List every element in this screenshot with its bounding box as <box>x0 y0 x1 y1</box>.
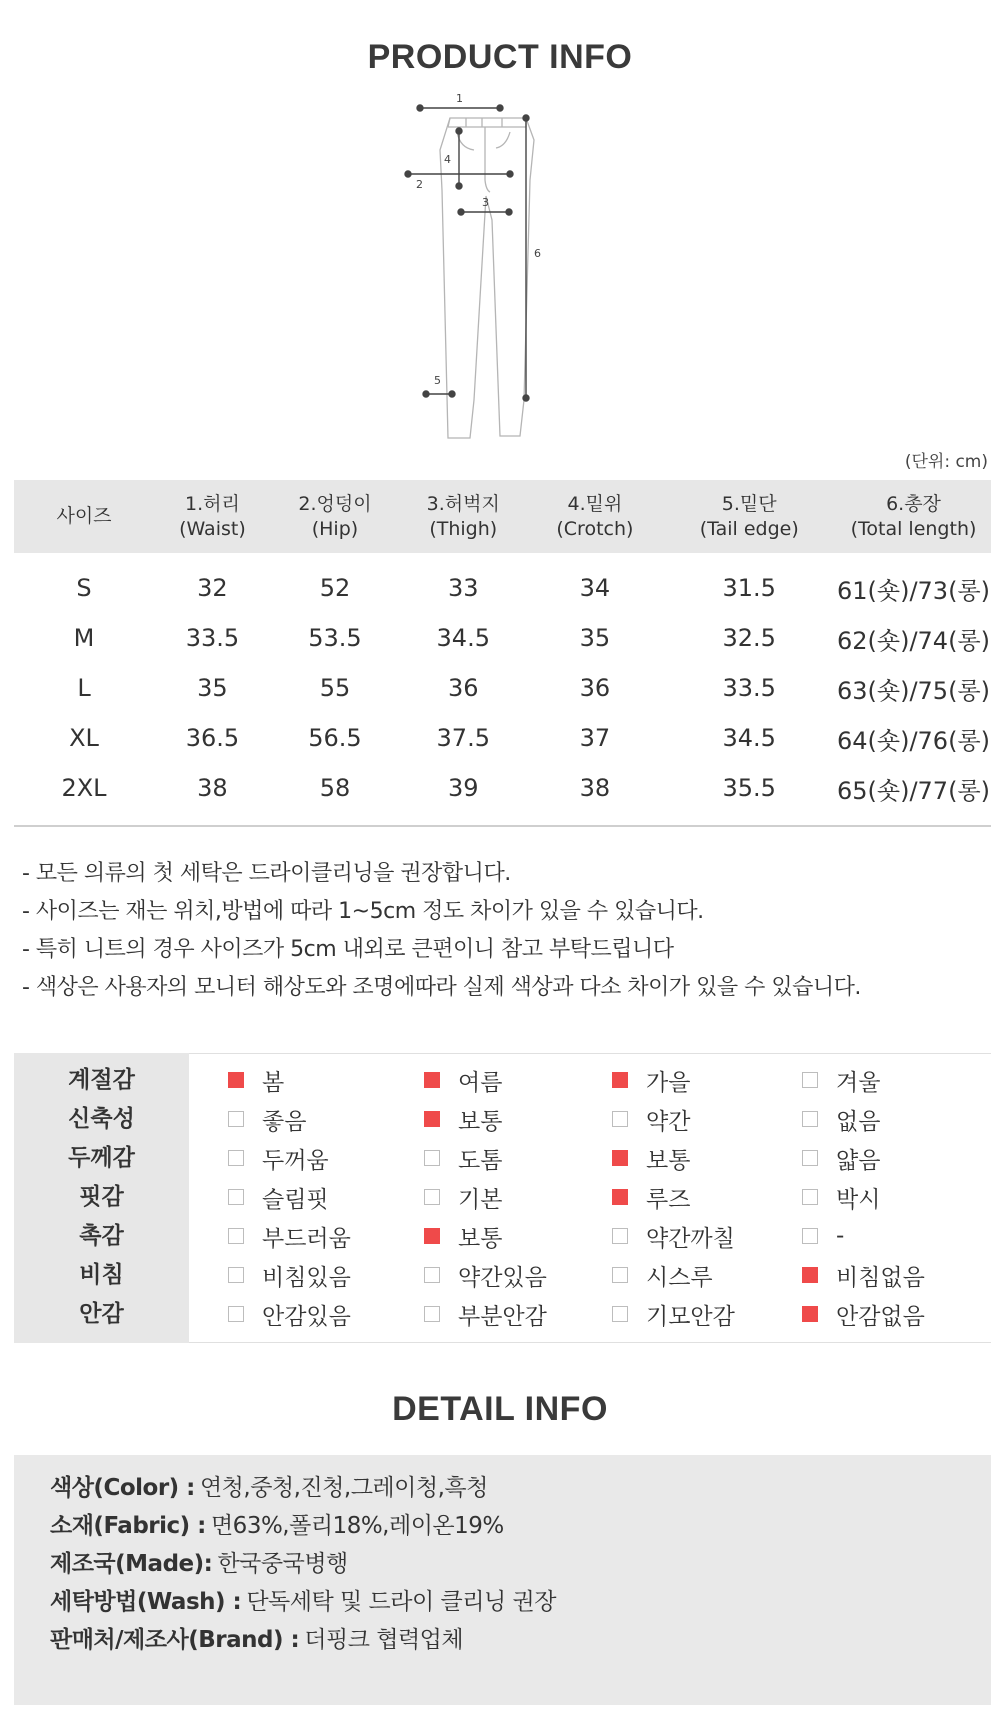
size-value-cell: 35.5 <box>662 763 836 826</box>
attribute-option-label: 두꺼움 <box>262 1147 329 1174</box>
attribute-row <box>14 1295 991 1333</box>
unchecked-box-icon <box>802 1111 818 1127</box>
note-item: - 모든 의류의 첫 세탁은 드라이클리닝을 권장합니다. <box>22 861 511 886</box>
size-table-row <box>14 663 991 713</box>
detail-key: 세탁방법(Wash) : <box>50 1589 242 1615</box>
attribute-table <box>14 1053 991 1343</box>
attribute-option <box>424 1178 502 1216</box>
attribute-option <box>802 1295 925 1333</box>
product-info-title: PRODUCT INFO <box>367 38 633 76</box>
size-value-cell: 33.5 <box>185 624 240 652</box>
detail-row-color <box>50 1469 488 1507</box>
size-header-cell: 1.허리 (Waist) <box>154 480 271 553</box>
size-value-cell: 52 <box>319 574 351 602</box>
attribute-option <box>612 1256 713 1294</box>
attribute-option-label: 비침없음 <box>836 1264 925 1291</box>
size-table-row <box>14 713 991 763</box>
attribute-option <box>228 1295 351 1333</box>
attribute-option-label: 부드러움 <box>262 1225 351 1252</box>
attribute-option <box>612 1217 735 1255</box>
detail-key: 판매처/제조사(Brand) : <box>50 1627 300 1653</box>
attribute-label: 두께감 <box>68 1145 135 1171</box>
attribute-option <box>802 1100 880 1138</box>
attribute-option-label: 여름 <box>458 1069 503 1096</box>
size-value-cell: 35 <box>579 624 611 652</box>
size-value-cell: 35 <box>197 674 228 702</box>
unchecked-box-icon <box>228 1228 244 1244</box>
unchecked-box-icon <box>424 1189 440 1205</box>
attribute-option-label: 기본 <box>458 1186 503 1213</box>
unchecked-box-icon <box>228 1267 244 1283</box>
attribute-option <box>424 1295 547 1333</box>
attribute-row <box>14 1139 991 1177</box>
size-value-cell: 34.5 <box>436 624 490 652</box>
attribute-option <box>612 1100 690 1138</box>
size-value-cell: 38 <box>527 763 662 826</box>
size-value-cell: 33.5 <box>722 674 776 702</box>
attribute-option <box>228 1100 306 1138</box>
detail-value: 단독세탁 및 드라이 클리닝 권장 <box>246 1589 556 1615</box>
size-table-row <box>14 553 991 613</box>
detail-info-title: DETAIL INFO <box>392 1390 608 1428</box>
attribute-option <box>612 1061 690 1099</box>
checked-box-icon <box>802 1267 818 1283</box>
attribute-option <box>802 1217 844 1255</box>
attribute-option-label: 겨울 <box>836 1069 881 1096</box>
size-name-cell: 2XL <box>14 763 154 826</box>
attribute-option <box>424 1061 502 1099</box>
attribute-label: 비침 <box>79 1262 124 1288</box>
attribute-row <box>14 1100 991 1138</box>
checked-box-icon <box>612 1072 628 1088</box>
size-value-cell: 36 <box>447 674 479 702</box>
attribute-option <box>424 1100 502 1138</box>
size-name-cell: M <box>73 624 95 652</box>
size-value-cell: 34 <box>579 574 611 602</box>
size-header-cell: 사이즈 <box>14 480 154 553</box>
size-header-cell: 2.엉덩이 (Hip) <box>271 480 399 553</box>
size-value-cell: 36 <box>579 674 611 702</box>
unchecked-box-icon <box>424 1150 440 1166</box>
attribute-option-label: 시스루 <box>646 1264 713 1291</box>
attribute-option-label: 봄 <box>262 1069 285 1096</box>
size-header-cell: 3.허벅지 (Thigh) <box>399 480 527 553</box>
attribute-option <box>228 1139 329 1177</box>
attribute-option-label: 박시 <box>836 1186 881 1213</box>
detail-value: 연청,중청,진청,그레이청,흑청 <box>199 1475 488 1501</box>
attribute-option <box>612 1139 690 1177</box>
attribute-option-label: 보통 <box>458 1108 503 1135</box>
attribute-row <box>14 1256 991 1294</box>
size-value-cell: 58 <box>271 763 399 826</box>
size-table-header-row <box>14 480 991 553</box>
size-value-cell: 37 <box>579 724 611 752</box>
size-table-row <box>14 613 991 663</box>
checked-box-icon <box>228 1072 244 1088</box>
attribute-option-label: 약간까칠 <box>646 1225 735 1252</box>
size-value-cell: 33 <box>447 574 479 602</box>
unchecked-box-icon <box>612 1228 628 1244</box>
size-header-cell: 4.밑위 (Crotch) <box>527 480 662 553</box>
diagram-label-3: 3 <box>482 196 489 209</box>
attribute-option-label: - <box>836 1223 845 1249</box>
attribute-option <box>228 1178 329 1216</box>
size-value-cell: 38 <box>154 763 271 826</box>
attribute-row <box>14 1217 991 1255</box>
detail-row-fabric <box>50 1507 504 1545</box>
size-header-cell: 6.총장 (Total length) <box>836 480 991 553</box>
unchecked-box-icon <box>424 1306 440 1322</box>
unchecked-box-icon <box>802 1072 818 1088</box>
size-name-cell: S <box>76 574 92 602</box>
size-value-cell: 36.5 <box>185 724 240 752</box>
detail-key: 제조국(Made): <box>50 1551 213 1577</box>
diagram-label-1: 1 <box>456 92 463 105</box>
attribute-option-label: 약간 <box>646 1108 691 1135</box>
unchecked-box-icon <box>802 1189 818 1205</box>
size-value-cell: 56.5 <box>308 724 362 752</box>
unchecked-box-icon <box>228 1306 244 1322</box>
attribute-option-label: 약간있음 <box>458 1264 547 1291</box>
attribute-option-label: 슬림핏 <box>262 1186 329 1213</box>
note-item: - 색상은 사용자의 모니터 해상도와 조명에따라 실제 색상과 다소 차이가 있을 수 있습니다. <box>22 975 861 1000</box>
detail-value: 더핑크 협력업체 <box>304 1627 464 1653</box>
attribute-option-label: 루즈 <box>646 1186 691 1213</box>
attribute-option <box>802 1139 880 1177</box>
size-value-cell: 61(숏)/73(롱) <box>837 576 990 605</box>
detail-row-made <box>50 1545 348 1583</box>
attribute-option <box>802 1256 925 1294</box>
unchecked-box-icon <box>612 1111 628 1127</box>
unchecked-box-icon <box>802 1228 818 1244</box>
attribute-option-label: 없음 <box>836 1108 881 1135</box>
attribute-option <box>802 1178 880 1216</box>
checked-box-icon <box>424 1072 440 1088</box>
size-value-cell: 32.5 <box>722 624 776 652</box>
detail-row-wash <box>50 1583 556 1621</box>
diagram-label-5: 5 <box>434 374 441 387</box>
checked-box-icon <box>802 1306 818 1322</box>
size-value-cell: 39 <box>399 763 527 826</box>
attribute-option-label: 가을 <box>646 1069 691 1096</box>
size-value-cell: 62(숏)/74(롱) <box>837 626 990 655</box>
attribute-option <box>612 1178 690 1216</box>
care-notes <box>22 855 861 1007</box>
attribute-option <box>228 1061 284 1099</box>
checked-box-icon <box>424 1111 440 1127</box>
note-item: - 특히 니트의 경우 사이즈가 5cm 내외로 큰편이니 참고 부탁드립니다 <box>22 937 674 962</box>
attribute-label: 안감 <box>79 1301 124 1327</box>
attribute-row <box>14 1061 991 1099</box>
unchecked-box-icon <box>228 1189 244 1205</box>
attribute-option <box>424 1139 502 1177</box>
attribute-option-label: 보통 <box>646 1147 691 1174</box>
attribute-label: 신축성 <box>68 1106 135 1132</box>
size-value-cell: 31.5 <box>722 574 776 602</box>
attribute-row <box>14 1178 991 1216</box>
attribute-option-label: 보통 <box>458 1225 503 1252</box>
attribute-option-label: 기모안감 <box>646 1303 735 1330</box>
detail-info-box <box>14 1455 991 1705</box>
diagram-label-6: 6 <box>534 247 541 260</box>
size-value-cell: 32 <box>197 574 228 602</box>
attribute-option <box>612 1295 735 1333</box>
checked-box-icon <box>424 1228 440 1244</box>
size-value-cell: 64(숏)/76(롱) <box>837 726 990 755</box>
pants-measurement-diagram <box>416 92 610 450</box>
attribute-option-label: 부분안감 <box>458 1303 547 1330</box>
unchecked-box-icon <box>612 1306 628 1322</box>
attribute-option-label: 비침있음 <box>262 1264 351 1291</box>
unchecked-box-icon <box>228 1111 244 1127</box>
size-value-cell: 63(숏)/75(롱) <box>837 676 990 705</box>
diagram-label-2: 2 <box>416 178 423 191</box>
attribute-option <box>802 1061 880 1099</box>
attribute-label: 촉감 <box>79 1223 124 1249</box>
detail-value: 한국중국병행 <box>217 1551 348 1577</box>
unchecked-box-icon <box>612 1267 628 1283</box>
size-value-cell: 55 <box>319 674 351 702</box>
checked-box-icon <box>612 1150 628 1166</box>
size-table <box>14 480 991 827</box>
attribute-option-label: 도톰 <box>458 1147 503 1174</box>
size-value-cell: 34.5 <box>722 724 776 752</box>
attribute-option <box>228 1256 351 1294</box>
size-value-cell: 65(숏)/77(롱) <box>836 763 991 826</box>
attribute-option <box>424 1256 547 1294</box>
detail-key: 소재(Fabric) : <box>50 1513 206 1539</box>
size-table-row <box>14 763 991 826</box>
attribute-option-label: 얇음 <box>836 1147 881 1174</box>
attribute-label: 핏감 <box>79 1184 124 1210</box>
checked-box-icon <box>612 1189 628 1205</box>
attribute-label: 계절감 <box>68 1067 135 1093</box>
size-value-cell: 53.5 <box>308 624 362 652</box>
attribute-option-label: 좋음 <box>262 1108 307 1135</box>
size-header-cell: 5.밑단 (Tail edge) <box>662 480 836 553</box>
attribute-option-label: 안감있음 <box>262 1303 351 1330</box>
note-item: - 사이즈는 재는 위치,방법에 따라 1~5cm 정도 차이가 있을 수 있습니다. <box>22 899 704 924</box>
size-value-cell: 37.5 <box>436 724 490 752</box>
detail-row-brand <box>50 1621 463 1659</box>
diagram-label-4: 4 <box>444 153 451 166</box>
detail-key: 색상(Color) : <box>50 1475 195 1501</box>
size-name-cell: L <box>77 674 91 702</box>
size-name-cell: XL <box>69 724 99 752</box>
unchecked-box-icon <box>424 1267 440 1283</box>
unchecked-box-icon <box>228 1150 244 1166</box>
unit-note: (단위: cm) <box>904 452 988 472</box>
attribute-option-label: 안감없음 <box>836 1303 925 1330</box>
detail-value: 면63%,폴리18%,레이온19% <box>210 1513 504 1539</box>
attribute-option <box>424 1217 502 1255</box>
unchecked-box-icon <box>802 1150 818 1166</box>
attribute-option <box>228 1217 351 1255</box>
